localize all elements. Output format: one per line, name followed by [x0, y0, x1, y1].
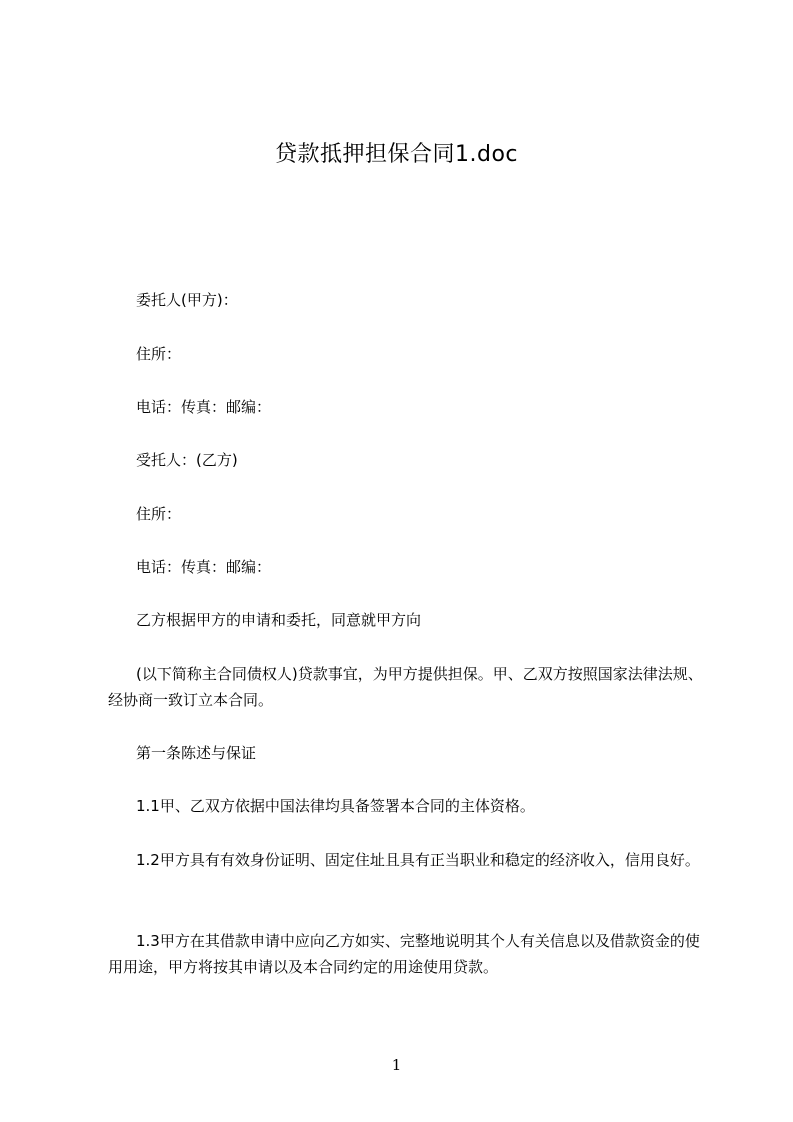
paragraph-principal: 委托人(甲方)：: [136, 291, 238, 309]
paragraph-trustee-contact: 电话：传真：邮编：: [136, 558, 272, 576]
paragraph-trustee-address: 住所：: [136, 505, 182, 523]
paragraph-clause-1-2: 1.2甲方具有有效身份证明、固定住址且具有正当职业和稳定的经济收入，信用良好。: [136, 851, 700, 869]
paragraph-clause-1-1: 1.1甲、乙双方依据中国法律均具备签署本合同的主体资格。: [136, 797, 535, 815]
paragraph-principal-address: 住所：: [136, 345, 182, 363]
paragraph-trustee: 受托人：(乙方): [136, 451, 238, 469]
paragraph-clause-1-3: 1.3甲方在其借款申请中应向乙方如实、完整地说明其个人有关信息以及借款资金的使用用途，甲方将按其申请以及本合同约定的用途使用贷款。: [108, 932, 700, 976]
paragraph-agreement-intro: 乙方根据甲方的申请和委托，同意就甲方向: [136, 611, 422, 629]
paragraph-agreement-body: (以下简称主合同债权人)贷款事宜，为甲方提供担保。甲、乙双方按照国家法律法规、经协商一致订立本合同。: [108, 665, 703, 709]
page-number: 1: [391, 1056, 402, 1074]
document-title: 贷款抵押担保合同1.doc: [274, 142, 518, 167]
paragraph-principal-contact: 电话：传真：邮编：: [136, 398, 272, 416]
paragraph-article-heading: 第一条陈述与保证: [136, 744, 257, 762]
